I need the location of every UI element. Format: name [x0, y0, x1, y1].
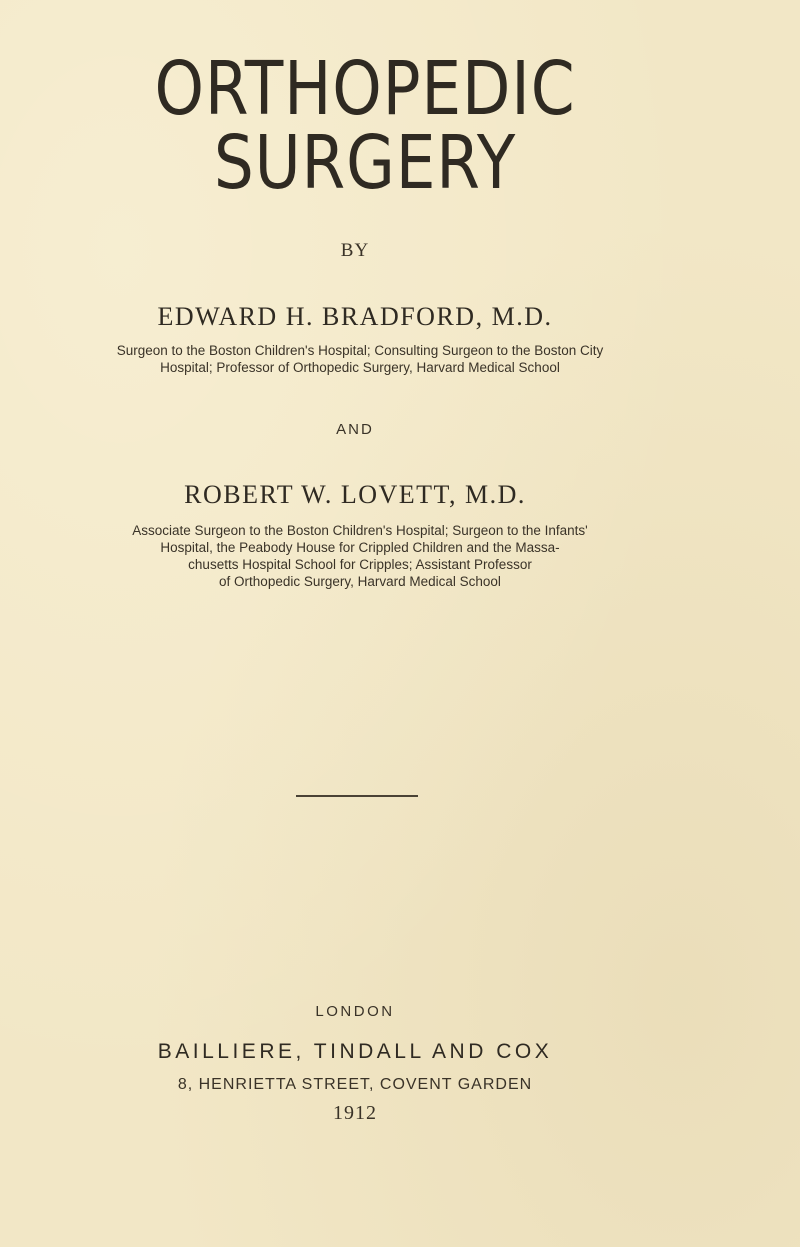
book-title: ORTHOPEDIC SURGERY: [154, 46, 576, 206]
divider-rule: [296, 795, 418, 797]
conjunction: AND: [336, 421, 374, 438]
affiliation-line: Surgeon to the Boston Children's Hospital; Consulting Surgeon to the Boston City: [116, 343, 604, 358]
author-name-2: ROBERT W. LOVETT, M.D.: [184, 480, 526, 509]
affiliation-line: Hospital; Professor of Orthopedic Surgery, Harvard Medical School: [160, 360, 560, 375]
imprint-city: LONDON: [315, 1003, 395, 1020]
affiliation-line: of Orthopedic Surgery, Harvard Medical School: [219, 574, 501, 589]
author-affiliation-1: [40, 342, 680, 376]
affiliation-line: Associate Surgeon to the Boston Children's Hospital; Surgeon to the Infants': [132, 523, 588, 538]
author-name-1: EDWARD H. BRADFORD, M.D.: [157, 302, 553, 331]
imprint-year: 1912: [333, 1102, 377, 1124]
by-label: BY: [340, 240, 370, 261]
affiliation-line: Hospital, the Peabody House for Crippled Children and the Massa-: [160, 540, 560, 555]
author-affiliation-2: [80, 522, 640, 590]
imprint-address: 8, HENRIETTA STREET, COVENT GARDEN: [177, 1076, 533, 1093]
affiliation-line: chusetts Hospital School for Cripples; Assistant Professor: [188, 557, 532, 572]
imprint-publisher: BAILLIERE, TINDALL AND COX: [157, 1040, 553, 1063]
